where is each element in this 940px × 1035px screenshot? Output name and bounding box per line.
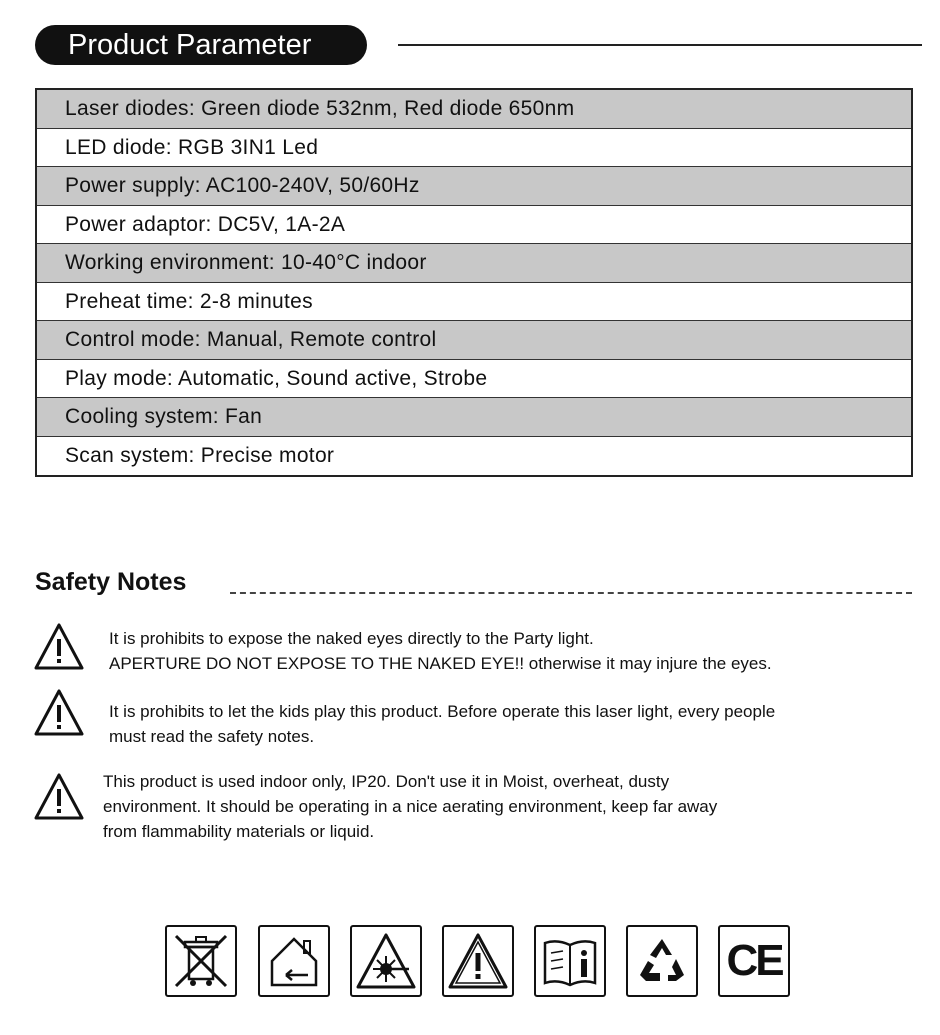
read-manual-icon bbox=[534, 925, 606, 997]
ce-mark-icon bbox=[718, 925, 790, 997]
safety-note-3-line-2: environment. It should be operating in a nice aerating environment, keep far away bbox=[103, 797, 718, 816]
safety-note-2 bbox=[109, 699, 775, 749]
parameter-row: Preheat time: 2-8 minutes bbox=[37, 283, 911, 322]
safety-notes-divider bbox=[230, 592, 912, 594]
ce-mark-text: CE bbox=[726, 936, 782, 985]
safety-note-2-line-1: It is prohibits to let the kids play this product. Before operate this laser light, every people bbox=[109, 702, 776, 721]
parameter-table bbox=[35, 88, 913, 477]
safety-note-1-line-1: It is prohibits to expose the naked eyes directly to the Party light. bbox=[109, 629, 594, 648]
header-rule bbox=[398, 44, 922, 46]
warning-triangle-icon bbox=[33, 688, 85, 738]
parameter-row: Laser diodes: Green diode 532nm, Red diode 650nm bbox=[37, 90, 911, 129]
warning-triangle-icon bbox=[33, 772, 85, 822]
caution-icon bbox=[442, 925, 514, 997]
safety-note-1-line-2: APERTURE DO NOT EXPOSE TO THE NAKED EYE!! otherwise it may injure the eyes. bbox=[109, 654, 772, 673]
crossed-out-bin-icon bbox=[165, 925, 237, 997]
laser-warning-icon bbox=[350, 925, 422, 997]
parameter-row: Working environment: 10-40°C indoor bbox=[37, 244, 911, 283]
recycle-icon bbox=[626, 925, 698, 997]
parameter-row: Control mode: Manual, Remote control bbox=[37, 321, 911, 360]
parameter-row: Play mode: Automatic, Sound active, Strobe bbox=[37, 360, 911, 399]
safety-note-2-line-2: must read the safety notes. bbox=[109, 727, 315, 746]
parameter-row: LED diode: RGB 3IN1 Led bbox=[37, 129, 911, 168]
safety-note-3 bbox=[103, 769, 717, 844]
safety-notes-title: Safety Notes bbox=[35, 568, 187, 596]
compliance-symbols bbox=[165, 925, 795, 1001]
parameter-row: Cooling system: Fan bbox=[37, 398, 911, 437]
product-parameter-title: Product Parameter bbox=[35, 25, 367, 65]
parameter-row: Power supply: AC100-240V, 50/60Hz bbox=[37, 167, 911, 206]
parameter-row: Scan system: Precise motor bbox=[65, 443, 335, 467]
indoor-use-icon bbox=[258, 925, 330, 997]
safety-note-1 bbox=[109, 626, 772, 676]
parameter-row: Power adaptor: DC5V, 1A-2A bbox=[37, 206, 911, 245]
safety-note-3-line-3: from flammability materials or liquid. bbox=[103, 822, 375, 841]
warning-triangle-icon bbox=[33, 622, 85, 672]
safety-note-3-line-1: This product is used indoor only, IP20. Don't use it in Moist, overheat, dusty bbox=[103, 772, 670, 791]
